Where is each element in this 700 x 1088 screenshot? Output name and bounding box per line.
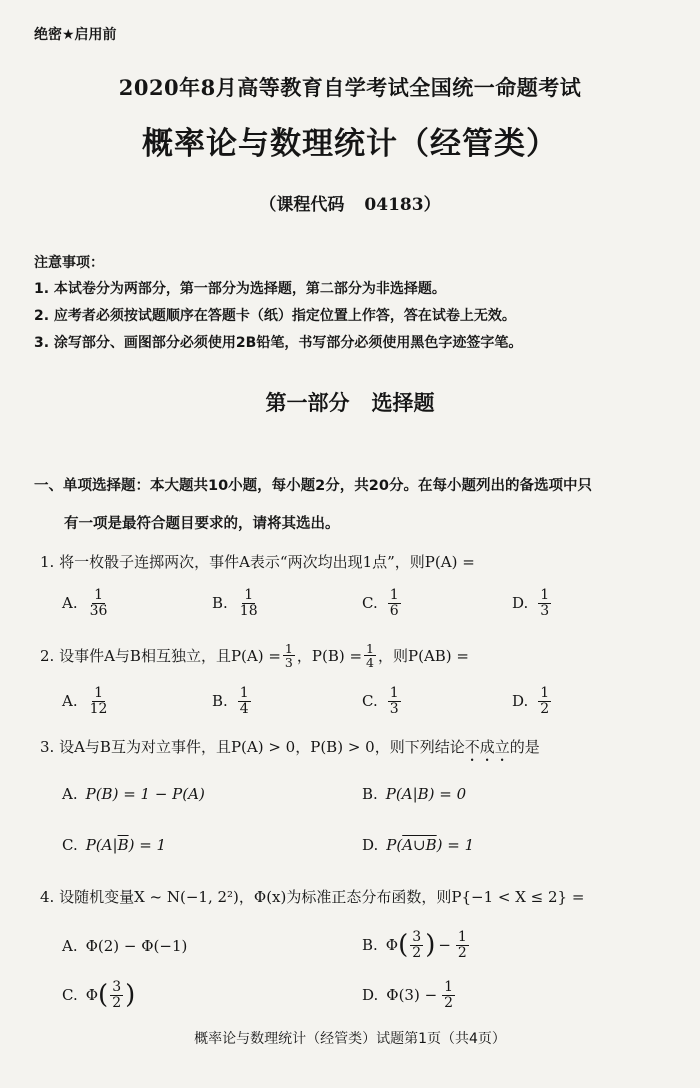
- question-1-text: 将一枚骰子连掷两次，事件A表示“两次均出现1点”，则P(A) =: [59, 553, 475, 571]
- q1-option-d: D. $\frac{1}{3}$: [512, 587, 550, 619]
- note-item: 2. 应考者必须按试题顺序在答题卡（纸）指定位置上作答，答在试卷上无效。: [34, 308, 516, 324]
- q2-option-c: C. $\frac{1}{3}$: [362, 685, 399, 717]
- note-item: 1. 本试卷分为两部分，第一部分为选择题，第二部分为非选择题。: [34, 281, 446, 297]
- question-3: 3. 设A与B互为对立事件，且P(A) > 0，P(B) > 0，则下列结论不成立的是: [40, 738, 540, 756]
- page-footer: 概率论与数理统计（经管类）试题第1页（共4页）: [194, 1031, 506, 1047]
- q2-option-a: A. $\frac{1}{12}$: [62, 685, 108, 717]
- question-4: 4. 设随机变量X ~ N(−1, 2²)，Φ(x)为标准正态分布函数，则P{−1 < X ≤ 2} =: [40, 888, 585, 906]
- q4-option-a: A. Φ(2) − Φ(−1): [62, 937, 188, 955]
- q2-option-b: B. $\frac{1}{4}$: [212, 685, 249, 717]
- q3-option-b: B. P(A|B) = 0: [362, 785, 467, 803]
- question-4-text: 设随机变量X ~ N(−1, 2²)，Φ(x)为标准正态分布函数，则P{−1 < X ≤ 2} =: [59, 888, 585, 906]
- q4-option-b: B. Φ ( $\frac{3}{2}$ ) − $\frac{1}{2}$: [362, 929, 467, 961]
- exam-title: 2020年8月高等教育自学考试全国统一命题考试: [118, 75, 582, 100]
- q1-option-a: A. $\frac{1}{36}$: [62, 587, 108, 619]
- course-code: [0, 190, 700, 215]
- part-title: [0, 387, 700, 417]
- question-2: 2. 设事件A与B相互独立，且P(A) = $\frac{1}{3}$ ，P(B) = $\frac{1}{4}$ ，则P(AB) =: [40, 641, 469, 671]
- question-1: 1. 将一枚骰子连掷两次，事件A表示“两次均出现1点”，则P(A) =: [40, 553, 475, 571]
- q2-option-d: D. $\frac{1}{2}$: [512, 685, 550, 717]
- q3-option-a: A. P(B) = 1 − P(A): [62, 785, 205, 803]
- q1-option-b: B. $\frac{1}{18}$: [212, 587, 258, 619]
- secret-label: 绝密★启用前: [34, 27, 117, 43]
- section-instructions-cont: 有一项是最符合题目要求的，请将其选出。: [64, 516, 340, 532]
- emphasis-text: 不成立: [464, 738, 510, 756]
- course-code-label: （课程代码: [259, 195, 345, 215]
- course-code-value: 04183）: [364, 195, 441, 215]
- q4-option-d: D. Φ(3) − $\frac{1}{2}$: [362, 979, 454, 1011]
- notes-title: 注意事项：: [34, 255, 104, 271]
- part-name: 选择题: [371, 391, 435, 415]
- subject-title: 概率论与数理统计（经管类）: [142, 126, 558, 162]
- section-instructions: 一、单项选择题：本大题共10小题，每小题2分，共20分。在每小题列出的备选项中只: [34, 478, 592, 494]
- q3-option-c: C. $P(A|\overline{B}) = 1$: [62, 836, 167, 854]
- note-item: 3. 涂写部分、画图部分必须使用2B铅笔，书写部分必须使用黑色字迹签字笔。: [34, 335, 523, 351]
- part-label: 第一部分: [265, 391, 350, 415]
- q3-option-d: D. P(A∪B) = 1: [362, 836, 475, 854]
- q4-option-c: C. Φ ( $\frac{3}{2}$ ): [62, 979, 136, 1011]
- q1-option-c: C. $\frac{1}{6}$: [362, 587, 399, 619]
